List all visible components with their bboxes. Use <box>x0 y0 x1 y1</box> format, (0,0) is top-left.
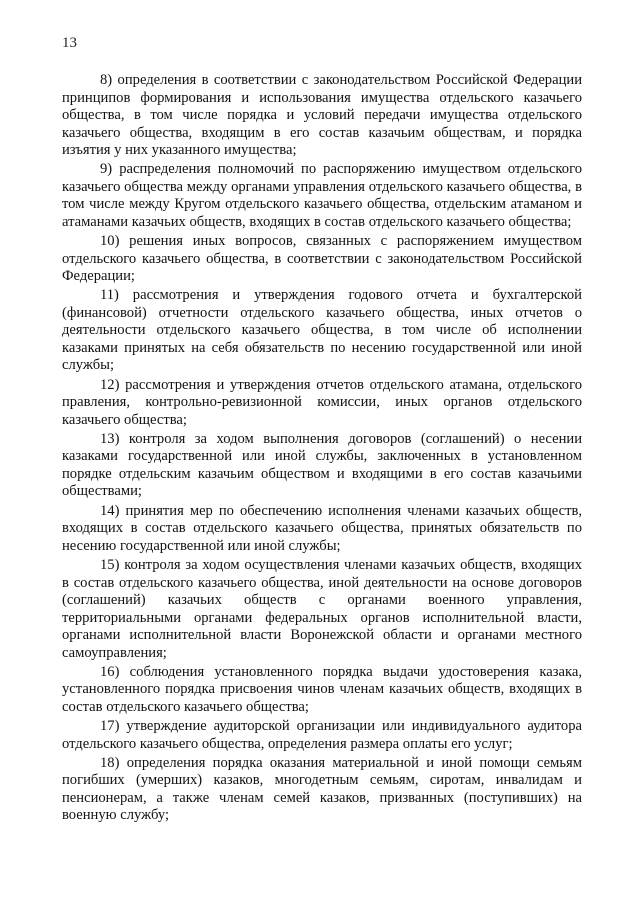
paragraph-item-10: 10) решения иных вопросов, связанных с распоряжением имуществом отдельского казачьего общества, в соответствии с законодательством Российской Федерации; <box>62 233 582 285</box>
paragraph-item-15: 15) контроля за ходом осуществления членами казачьих обществ, входящих в состав отдельского казачьего общества, иной деятельности на основе договоров (соглашений) казачьих обществ с органами военного управления, территориальными органами федеральных органов исполнительной власти, органами исполнительной власти Воронежской области и органами местного самоуправления; <box>62 557 582 661</box>
paragraph-item-13: 13) контроля за ходом выполнения договоров (соглашений) о несении казаками государственной или иной службы, заключенных в установленном порядке отдельским казачьим обществом и входящими в его состав казачьими обществами; <box>62 430 582 500</box>
paragraph-item-9: 9) распределения полномочий по распоряжению имуществом отдельского казачьего общества между органами управления отдельского казачьего общества, в том числе между Кругом отдельского казачьего общества, отдельским атаманом и атаманами казачьих обществ, входящих в состав отдельского казачьего общества; <box>62 161 582 230</box>
paragraph-item-11: 11) рассмотрения и утверждения годового отчета и бухгалтерской (финансовой) отчетности отдельского казачьего общества, иных отчетов о деятельности отдельского казачьего общества, в том числе об исполнении казаками принятых на себя обязательств по несению государственной или иной службы; <box>62 287 582 374</box>
paragraph-item-16: 16) соблюдения установленного порядка выдачи удостоверения казака, установленного порядка присвоения чинов членам казачьих обществ, входящих в состав отдельского казачьего общества; <box>62 663 582 715</box>
paragraph-item-12: 12) рассмотрения и утверждения отчетов отдельского атамана, отдельского правления, контрольно-ревизионной комиссии, иных органов отдельского казачьего общества; <box>62 376 582 428</box>
document-body <box>62 72 582 827</box>
paragraph-item-14: 14) принятия мер по обеспечению исполнения членами казачьих обществ, входящих в состав отдельского казачьего общества, принятых обязательств по несению государственной или иной службы; <box>62 502 582 554</box>
paragraph-item-8: 8) определения в соответствии с законодательством Российской Федерации принципов формирования и использования имущества отдельского казачьего общества, в том числе порядка и условий передачи имущества отдельского казачьего общества, входящим в его состав казачьим обществам, и порядка изъятия у них указанного имущества; <box>62 72 582 158</box>
paragraph-item-18: 18) определения порядка оказания материальной и иной помощи семьям погибших (умерших) казаков, многодетным семьям, сиротам, инвалидам и пенсионерам, а также членам семей казаков, призванных (поступивших) на военную службу; <box>62 754 582 824</box>
paragraph-item-17: 17) утверждение аудиторской организации или индивидуального аудитора отдельского казачьего общества, определения размера оплаты его услуг; <box>62 718 582 752</box>
page-number: 13 <box>62 35 77 51</box>
